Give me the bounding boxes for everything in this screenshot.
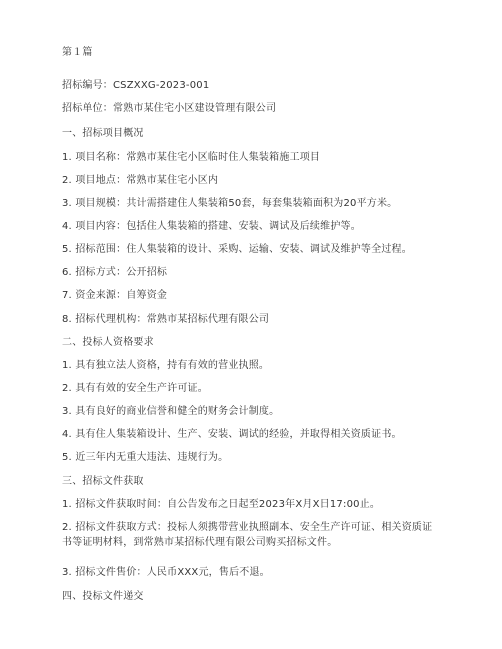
list-item: 5. 近三年内无重大违法、违规行为。: [62, 452, 229, 463]
section-title-submission: 四、投标文件递交: [62, 591, 144, 602]
section-heading: 第１篇: [62, 47, 93, 58]
list-item: 5. 招标范围：住人集装箱的设计、采购、运输、安装、调试及维护等全过程。: [62, 244, 412, 255]
list-item: 3. 招标文件售价：人民币XXX元，售后不退。: [62, 567, 270, 578]
section-title-documents: 三、招标文件获取: [62, 476, 144, 487]
section-title-qualifications: 二、投标人资格要求: [62, 337, 154, 348]
list-item: 2. 具有有效的安全生产许可证。: [62, 383, 208, 394]
list-item: 1. 招标文件获取时间：自公告发布之日起至2023年X月X日17:00止。: [62, 499, 381, 510]
list-item: 8. 招标代理机构：常熟市某招标代理有限公司: [62, 314, 270, 325]
list-item: 3. 具有良好的商业信誉和健全的财务会计制度。: [62, 406, 280, 417]
bid-number: 招标编号：CSZXXG-2023-001: [62, 80, 210, 91]
list-item: 1. 具有独立法人资格，持有有效的营业执照。: [62, 360, 270, 371]
list-item: 3. 项目规模：共计需搭建住人集装箱50套，每套集装箱面积为20平方米。: [62, 198, 398, 209]
list-item: 2. 招标文件获取方式：投标人须携带营业执照副本、安全生产许可证、相关资质证书等证明材料，到常熟市某招标代理有限公司购买招标文件。: [62, 522, 433, 548]
section-title-overview: 一、招标项目概况: [62, 128, 144, 139]
list-item: 6. 招标方式：公开招标: [62, 267, 168, 278]
list-item: 2. 项目地点：常熟市某住宅小区内: [62, 175, 219, 186]
list-item: 4. 项目内容：包括住人集装箱的搭建、安装、调试及后续维护等。: [62, 221, 361, 232]
list-item: 4. 具有住人集装箱设计、生产、安装、调试的经验，并取得相关资质证书。: [62, 429, 402, 440]
list-item: 7. 资金来源：自筹资金: [62, 290, 168, 301]
list-item: 1. 项目名称：常熟市某住宅小区临时住人集装箱施工项目: [62, 152, 321, 163]
bid-unit: 招标单位：常熟市某住宅小区建设管理有限公司: [62, 103, 277, 114]
